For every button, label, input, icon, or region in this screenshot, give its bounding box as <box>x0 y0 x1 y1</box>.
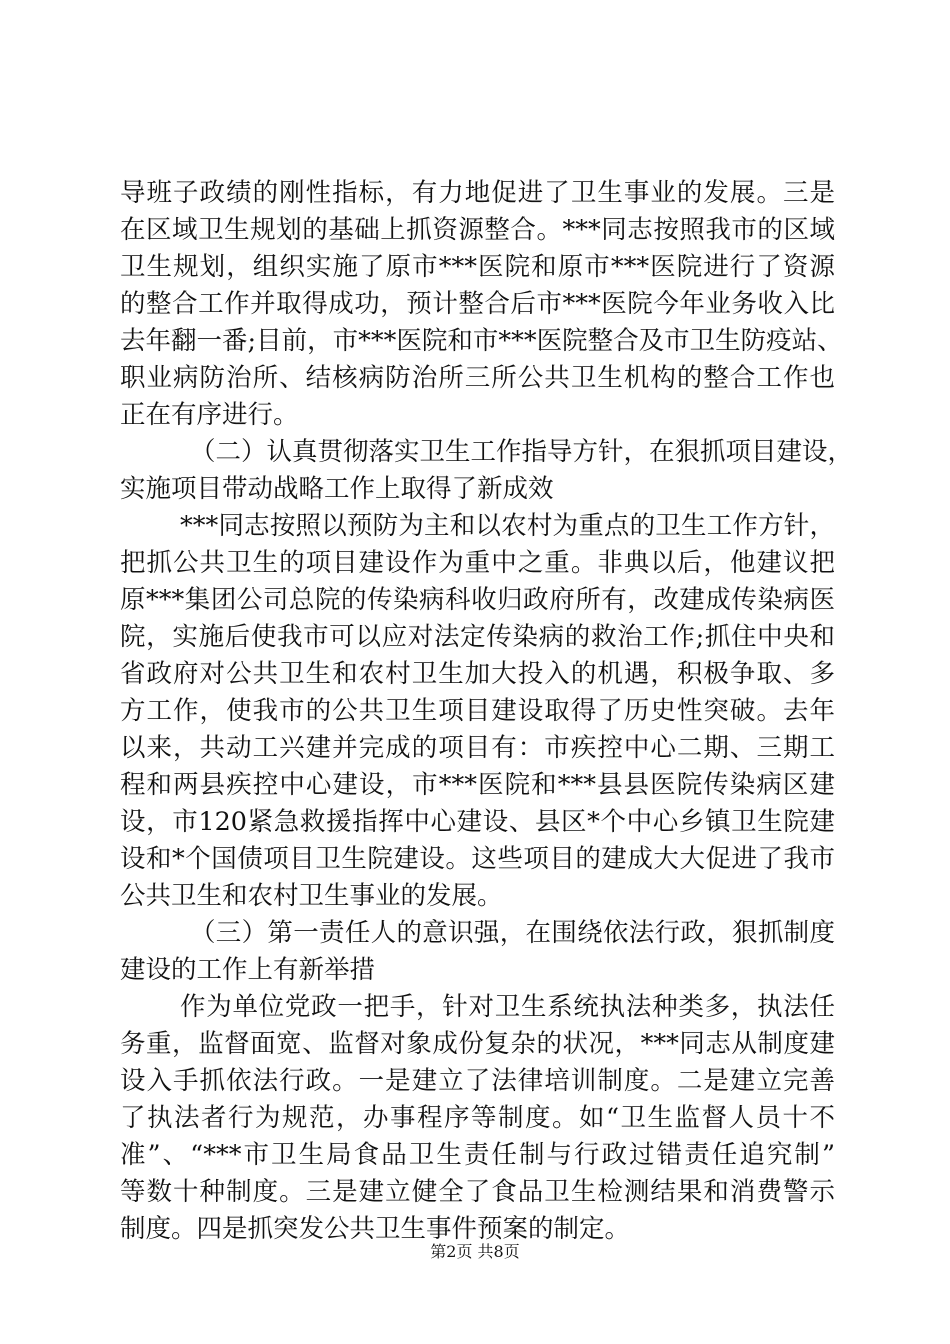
body-line: 以来，共动工兴建并完成的项目有：市疾控中心二期、三期工 <box>120 733 835 763</box>
body-line: 职业病防治所、结核病防治所三所公共卫生机构的整合工作也 <box>120 363 835 393</box>
body-line: 方工作，使我市的公共卫生项目建设取得了历史性突破。去年 <box>120 696 835 726</box>
body-line: 在区域卫生规划的基础上抓资源整合。***同志按照我市的区域 <box>120 215 835 245</box>
body-line: 设，市120紧急救援指挥中心建设、县区*个中心乡镇卫生院建 <box>120 807 835 837</box>
body-line: 务重，监督面宽、监督对象成份复杂的状况，***同志从制度建 <box>120 1029 835 1059</box>
page-footer: 第2页 共8页 <box>430 1242 520 1261</box>
body-line: 设入手抓依法行政。一是建立了法律培训制度。二是建立完善 <box>120 1066 835 1096</box>
body-line: 准”、“***市卫生局食品卫生责任制与行政过错责任追究制” <box>120 1140 835 1170</box>
body-line: 省政府对公共卫生和农村卫生加大投入的机遇，积极争取、多 <box>120 659 835 689</box>
body-line: 正在有序进行。 <box>120 400 299 430</box>
body-line: 程和两县疾控中心建设，市***医院和***县县医院传染病区建 <box>120 770 835 800</box>
body-line: 等数十种制度。三是建立健全了食品卫生检测结果和消费警示 <box>120 1177 835 1207</box>
section-heading-line: （三）第一责任人的意识强，在围绕依法行政，狠抓制度 <box>190 918 835 948</box>
section-heading-line: 建设的工作上有新举措 <box>120 955 376 985</box>
body-line: 公共卫生和农村卫生事业的发展。 <box>120 881 503 911</box>
section-heading-line: （二）认真贯彻落实卫生工作指导方针，在狠抓项目建设， <box>190 437 854 467</box>
body-line: 原***集团公司总院的传染病科收归政府所有，改建成传染病医 <box>120 585 835 615</box>
body-line: 院，实施后使我市可以应对法定传染病的救治工作;抓住中央和 <box>120 622 835 652</box>
body-line: ***同志按照以预防为主和以农村为重点的卫生工作方针， <box>180 511 835 541</box>
body-line: 作为单位党政一把手，针对卫生系统执法种类多，执法任 <box>180 992 835 1022</box>
body-line: 制度。四是抓突发公共卫生事件预案的制定。 <box>120 1214 631 1244</box>
body-line: 设和*个国债项目卫生院建设。这些项目的建成大大促进了我市 <box>120 844 835 874</box>
body-line: 了执法者行为规范，办事程序等制度。如“卫生监督人员十不 <box>120 1103 835 1133</box>
body-line: 导班子政绩的刚性指标，有力地促进了卫生事业的发展。三是 <box>120 178 835 208</box>
body-line: 去年翻一番;目前，市***医院和市***医院整合及市卫生防疫站、 <box>120 326 843 356</box>
body-line: 的整合工作并取得成功，预计整合后市***医院今年业务收入比 <box>120 289 835 319</box>
body-line: 卫生规划，组织实施了原市***医院和原市***医院进行了资源 <box>120 252 835 282</box>
section-heading-line: 实施项目带动战略工作上取得了新成效 <box>120 474 554 504</box>
body-line: 把抓公共卫生的项目建设作为重中之重。非典以后，他建议把 <box>120 548 835 578</box>
